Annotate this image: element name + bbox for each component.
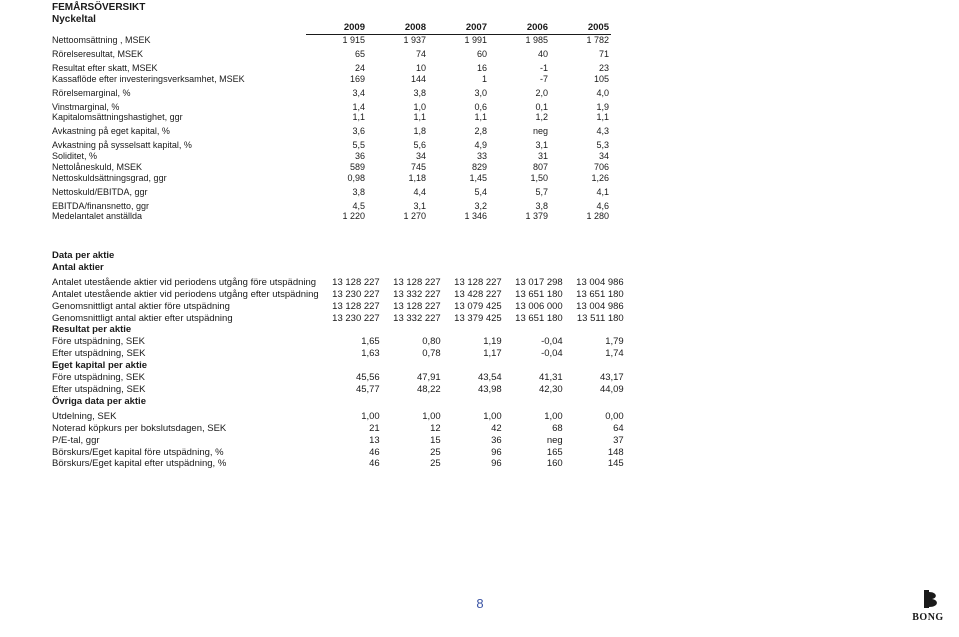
section-heading <box>50 396 626 408</box>
section-title: Resultat per aktie <box>52 324 132 336</box>
row-value: 3,8 <box>413 87 426 98</box>
row-label: Nettoskuldsättningsgrad, ggr <box>52 172 167 183</box>
row-value: 4,5 <box>352 200 365 211</box>
row-value: 1 915 <box>342 34 365 45</box>
row-value: 1 782 <box>586 34 609 45</box>
row-value: 829 <box>471 161 487 172</box>
row-value: 1,00 <box>361 410 380 422</box>
row-value: 13 511 180 <box>576 312 624 324</box>
table-row <box>50 384 626 396</box>
row-label: Avkastning på eget kapital, % <box>52 126 170 137</box>
row-label: Kapitalomsättningshastighet, ggr <box>52 112 183 123</box>
row-label: Antalet utestående aktier vid periodens utgång före utspädning <box>52 276 317 288</box>
row-value: 65 <box>354 48 365 59</box>
report-title: FEMÅRSÖVERSIKT <box>52 2 146 13</box>
row-value: 1,65 <box>361 336 380 348</box>
row-value: 13 128 227 <box>393 300 441 312</box>
row-value: 145 <box>607 458 624 470</box>
table-row <box>50 458 626 470</box>
table-row <box>50 151 611 162</box>
row-value: 1 985 <box>525 34 548 45</box>
row-value: 68 <box>552 422 563 434</box>
row-value: 105 <box>593 73 609 84</box>
row-label: EBITDA/finansnetto, ggr <box>52 200 150 211</box>
row-value: 0,98 <box>347 172 365 183</box>
row-value: 1,74 <box>605 348 624 360</box>
row-value: 169 <box>349 73 365 84</box>
row-value: 1,00 <box>483 410 502 422</box>
row-value: 96 <box>491 446 502 458</box>
row-value: 13 428 227 <box>454 288 502 300</box>
row-value: 13 006 000 <box>515 300 563 312</box>
row-value: 36 <box>491 434 502 446</box>
row-value: 43,54 <box>477 372 502 384</box>
row-value: 13 079 425 <box>454 300 502 312</box>
row-value: 41,31 <box>538 372 563 384</box>
row-value: 45,77 <box>355 383 380 395</box>
row-value: 1 270 <box>403 211 426 222</box>
row-value: 1,00 <box>544 410 563 422</box>
row-label: Rörelseresultat, MSEK <box>52 48 144 59</box>
row-value: 34 <box>598 151 609 162</box>
row-value: 1,18 <box>408 172 426 183</box>
row-value: 13 332 227 <box>393 288 441 300</box>
row-value: 23 <box>598 62 609 73</box>
section-heading <box>50 262 626 274</box>
row-value: 48,22 <box>416 383 441 395</box>
row-value: 1,79 <box>605 336 624 348</box>
row-label: Genomsnittligt antal aktier efter utspädning <box>52 312 233 324</box>
row-value: 34 <box>415 151 426 162</box>
table-row <box>50 348 626 360</box>
table-row <box>50 313 626 325</box>
row-label: Före utspädning, SEK <box>52 372 145 384</box>
row-value: 4,9 <box>474 140 487 151</box>
row-label: P/E-tal, ggr <box>52 434 100 446</box>
header-spacer <box>50 23 306 34</box>
table-row <box>50 411 626 423</box>
row-value: 1,9 <box>596 101 609 112</box>
row-value: 1 220 <box>342 211 365 222</box>
row-value: 46 <box>369 446 380 458</box>
row-label: Genomsnittligt antal aktier före utspädning <box>52 300 230 312</box>
table-row <box>50 102 611 113</box>
row-value: 21 <box>369 422 380 434</box>
table-row <box>50 301 626 313</box>
row-value: 1,63 <box>361 348 380 360</box>
table-row <box>50 211 611 222</box>
row-value: 5,7 <box>535 186 548 197</box>
row-value: 25 <box>430 458 441 470</box>
row-value: 160 <box>546 458 563 470</box>
row-value: 4,6 <box>596 200 609 211</box>
row-value: 1,17 <box>483 348 502 360</box>
row-value: 1,1 <box>413 112 426 123</box>
row-value: 144 <box>410 73 426 84</box>
row-value: 3,1 <box>413 200 426 211</box>
row-value: 1,45 <box>469 172 487 183</box>
row-label: Nettolåneskuld, MSEK <box>52 161 143 172</box>
row-value: 31 <box>537 151 548 162</box>
row-label: Kassaflöde efter investeringsverksamhet, MSEK <box>52 73 245 84</box>
row-value: 3,1 <box>535 140 548 151</box>
row-value: 3,4 <box>352 87 365 98</box>
row-value: 3,2 <box>474 200 487 211</box>
row-value: 24 <box>354 62 365 73</box>
row-value: 5,6 <box>413 140 426 151</box>
year-header: 2006 <box>489 23 550 34</box>
row-value: 1,1 <box>352 112 365 123</box>
row-label: Soliditet, % <box>52 151 98 162</box>
row-value: 1,8 <box>413 126 426 137</box>
row-value: 2,8 <box>474 126 487 137</box>
row-value: 13 017 298 <box>515 276 563 288</box>
row-value: 13 128 227 <box>332 276 380 288</box>
row-value: 4,1 <box>596 186 609 197</box>
section-title: Övriga data per aktie <box>52 395 146 407</box>
row-label: Medelantalet anställda <box>52 211 143 222</box>
row-value: 1,26 <box>591 172 609 183</box>
row-value: 0,6 <box>474 101 487 112</box>
table-row <box>50 63 611 74</box>
row-value: 60 <box>476 48 487 59</box>
row-value: 45,56 <box>355 372 380 384</box>
section-title: Eget kapital per aktie <box>52 360 148 372</box>
row-label: Rörelsemarginal, % <box>52 87 131 98</box>
row-value: 1,19 <box>483 336 502 348</box>
row-value: -1 <box>539 62 548 73</box>
year-header: 2009 <box>306 23 367 34</box>
row-label: Börskurs/Eget kapital efter utspädning, % <box>52 458 227 470</box>
row-value: 13 230 227 <box>332 288 380 300</box>
row-value: 46 <box>369 458 380 470</box>
row-value: 3,6 <box>352 126 365 137</box>
row-value: 33 <box>476 151 487 162</box>
table-row <box>50 74 611 85</box>
row-value: 43,17 <box>599 372 624 384</box>
row-value: 4,0 <box>596 87 609 98</box>
row-value: neg <box>546 434 563 446</box>
row-label: Börskurs/Eget kapital före utspädning, % <box>52 446 224 458</box>
row-value: 15 <box>430 434 441 446</box>
table-row <box>50 49 611 60</box>
row-value: 16 <box>476 62 487 73</box>
row-label: Nettoskuld/EBITDA, ggr <box>52 186 148 197</box>
table-row <box>50 289 626 301</box>
row-value: 10 <box>415 62 426 73</box>
row-value: 1,50 <box>530 172 548 183</box>
row-value: 42,30 <box>538 383 563 395</box>
row-value: 1 <box>481 73 487 84</box>
row-value: 44,09 <box>599 383 624 395</box>
row-value: 13 128 227 <box>393 276 441 288</box>
table-row <box>50 201 611 212</box>
row-label: Nettoomsättning , MSEK <box>52 34 151 45</box>
section-title: Data per aktie <box>52 250 115 261</box>
section-heading <box>50 324 626 336</box>
year-header: 2008 <box>367 23 428 34</box>
table-row <box>50 173 611 184</box>
per-share-table <box>50 250 626 470</box>
row-value: -7 <box>539 73 548 84</box>
table-row <box>50 162 611 173</box>
row-value: 13 004 986 <box>576 276 624 288</box>
page-number: 8 <box>476 596 484 611</box>
row-value: 1 991 <box>464 34 487 45</box>
year-header: 2007 <box>428 23 489 34</box>
row-value: 1,1 <box>474 112 487 123</box>
row-value: 37 <box>613 434 624 446</box>
row-value: 0,1 <box>535 101 548 112</box>
key-figures-table <box>50 23 611 222</box>
row-value: 13 128 227 <box>332 300 380 312</box>
table-row <box>50 447 626 459</box>
row-label: Vinstmarginal, % <box>52 101 120 112</box>
table-row <box>50 277 626 289</box>
row-value: neg <box>532 126 548 137</box>
row-value: 2,0 <box>535 87 548 98</box>
row-value: 4,4 <box>413 186 426 197</box>
row-value: 74 <box>415 48 426 59</box>
row-value: 1 379 <box>525 211 548 222</box>
row-value: 47,91 <box>416 372 441 384</box>
table-row <box>50 88 611 99</box>
row-value: 0,80 <box>422 336 441 348</box>
key-figures-title: Nyckeltal <box>52 14 96 25</box>
row-value: 5,3 <box>596 140 609 151</box>
row-value: 5,4 <box>474 186 487 197</box>
table-row <box>50 336 626 348</box>
row-value: 589 <box>349 161 365 172</box>
row-label: Avkastning på sysselsatt kapital, % <box>52 140 192 151</box>
row-value: 13 651 180 <box>576 288 624 300</box>
row-value: 64 <box>613 422 624 434</box>
row-value: 71 <box>598 48 609 59</box>
section-heading <box>50 250 626 262</box>
row-value: 148 <box>607 446 624 458</box>
row-value: 706 <box>593 161 609 172</box>
row-value: 3,8 <box>535 200 548 211</box>
row-value: 165 <box>546 446 563 458</box>
table-row <box>50 126 611 137</box>
row-value: 12 <box>430 422 441 434</box>
row-value: 13 379 425 <box>454 312 502 324</box>
row-label: Noterad köpkurs per bokslutsdagen, SEK <box>52 422 227 434</box>
section-heading <box>50 360 626 372</box>
row-value: -0,04 <box>541 348 563 360</box>
row-value: 1,1 <box>596 112 609 123</box>
row-value: 13 <box>369 434 380 446</box>
logo-text: BONG <box>912 612 944 623</box>
table-row <box>50 140 611 151</box>
row-value: 13 332 227 <box>393 312 441 324</box>
section-title: Antal aktier <box>52 261 104 273</box>
row-value: 1,4 <box>352 101 365 112</box>
row-value: 807 <box>532 161 548 172</box>
row-value: 25 <box>430 446 441 458</box>
row-label: Antalet utestående aktier vid periodens utgång efter utspädning <box>52 288 319 300</box>
row-value: 5,5 <box>352 140 365 151</box>
row-value: 0,78 <box>422 348 441 360</box>
row-value: 36 <box>354 151 365 162</box>
row-value: 13 128 227 <box>454 276 502 288</box>
row-value: 1 280 <box>586 211 609 222</box>
row-label: Utdelning, SEK <box>52 410 117 422</box>
row-label: Före utspädning, SEK <box>52 336 145 348</box>
row-value: 13 230 227 <box>332 312 380 324</box>
table-row <box>50 34 611 45</box>
row-value: 42 <box>491 422 502 434</box>
row-value: 13 651 180 <box>515 312 563 324</box>
row-value: 96 <box>491 458 502 470</box>
table-row <box>50 112 611 123</box>
row-value: 1 937 <box>403 34 426 45</box>
row-label: Efter utspädning, SEK <box>52 383 146 395</box>
table-row <box>50 372 626 384</box>
row-value: 40 <box>537 48 548 59</box>
row-value: 3,8 <box>352 186 365 197</box>
row-value: 745 <box>410 161 426 172</box>
row-value: 13 651 180 <box>515 288 563 300</box>
year-header-row <box>50 23 611 34</box>
row-value: 1,0 <box>413 101 426 112</box>
row-value: 1,00 <box>422 410 441 422</box>
row-value: 1 346 <box>464 211 487 222</box>
table-row <box>50 423 626 435</box>
row-label: Efter utspädning, SEK <box>52 348 146 360</box>
row-value: 1,2 <box>535 112 548 123</box>
row-value: 13 004 986 <box>576 300 624 312</box>
row-value: 4,3 <box>596 126 609 137</box>
row-value: 3,0 <box>474 87 487 98</box>
row-value: 0,00 <box>605 410 624 422</box>
row-label: Resultat efter skatt, MSEK <box>52 62 158 73</box>
table-row <box>50 187 611 198</box>
row-value: -0,04 <box>541 336 563 348</box>
year-header: 2005 <box>550 23 611 34</box>
row-value: 43,98 <box>477 383 502 395</box>
table-row <box>50 435 626 447</box>
